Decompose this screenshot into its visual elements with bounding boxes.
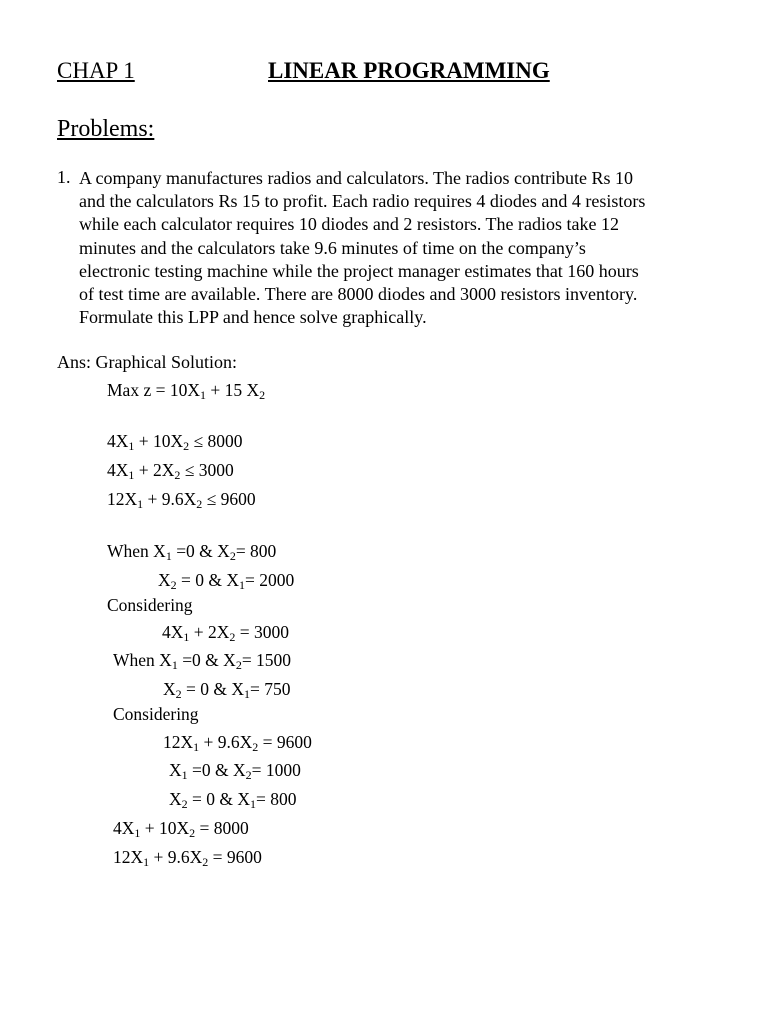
equation-line: $4X_1 + 10X_2 = 8000$ [113,818,249,840]
problem-line: minutes and the calculators take 9.6 minutes of time on the company’s [79,237,586,258]
objective-function: Max $z = 10X_1 + 15$ $X_2$ [107,380,266,402]
intercept-line: When $X_1 =0$ & $X_2= 800$ [107,541,277,563]
intercept-line: $X_2 = 0$ & $X_1= 800$ [169,789,297,811]
intercept-line: When $X_1 =0$ & $X_2= 1500$ [113,650,292,672]
problem-line: electronic testing machine while the project manager estimates that 160 hours [79,260,639,281]
problem-line: of test time are available. There are 8000 diodes and 3000 resistors inventory. [79,284,638,305]
intercept-line: $X_2 = 0$ & $X_1= 750$ [163,679,291,701]
problem-line: A company manufactures radios and calculators. The radios contribute Rs 10 [79,168,634,188]
intercept-line: $X_1 =0$ & $X_2= 1000$ [169,760,301,782]
chapter-title: LINEAR PROGRAMMING [268,58,550,83]
problem-line: while each calculator requires 10 diodes and 2 resistors. The radios take 12 [79,214,619,235]
constraint-time: $12X_1 + 9.6X_2 \le 9600$ [107,489,256,511]
problem-line: and the calculators Rs 15 to profit. Each radio requires 4 diodes and 4 resistors [79,191,646,212]
problem-number: 1. [57,167,71,187]
considering-label: Considering [113,704,199,724]
equation-line: $12X_1 + 9.6X_2 = 9600$ [113,847,262,869]
chapter-label: CHAP 1 [57,58,135,83]
problem-text [79,167,719,329]
problem-line: Formulate this LPP and hence solve graphically. [79,307,427,328]
constraint-diodes: $4X_1 + 10X_2 \le 8000$ [107,431,243,453]
constraint-resistors: $4X_1 + 2X_2 \le 3000$ [107,460,234,482]
intercept-line: $X_2 = 0$ & $X_1= 2000$ [158,570,295,592]
answer-label: Ans: Graphical Solution: [57,352,237,372]
equation-line: $4X_1 + 2X_2 = 3000$ [162,622,290,644]
section-heading: Problems: [57,116,155,142]
equation-line: $12X_1 + 9.6X_2 = 9600$ [163,732,312,754]
considering-label: Considering [107,595,193,615]
